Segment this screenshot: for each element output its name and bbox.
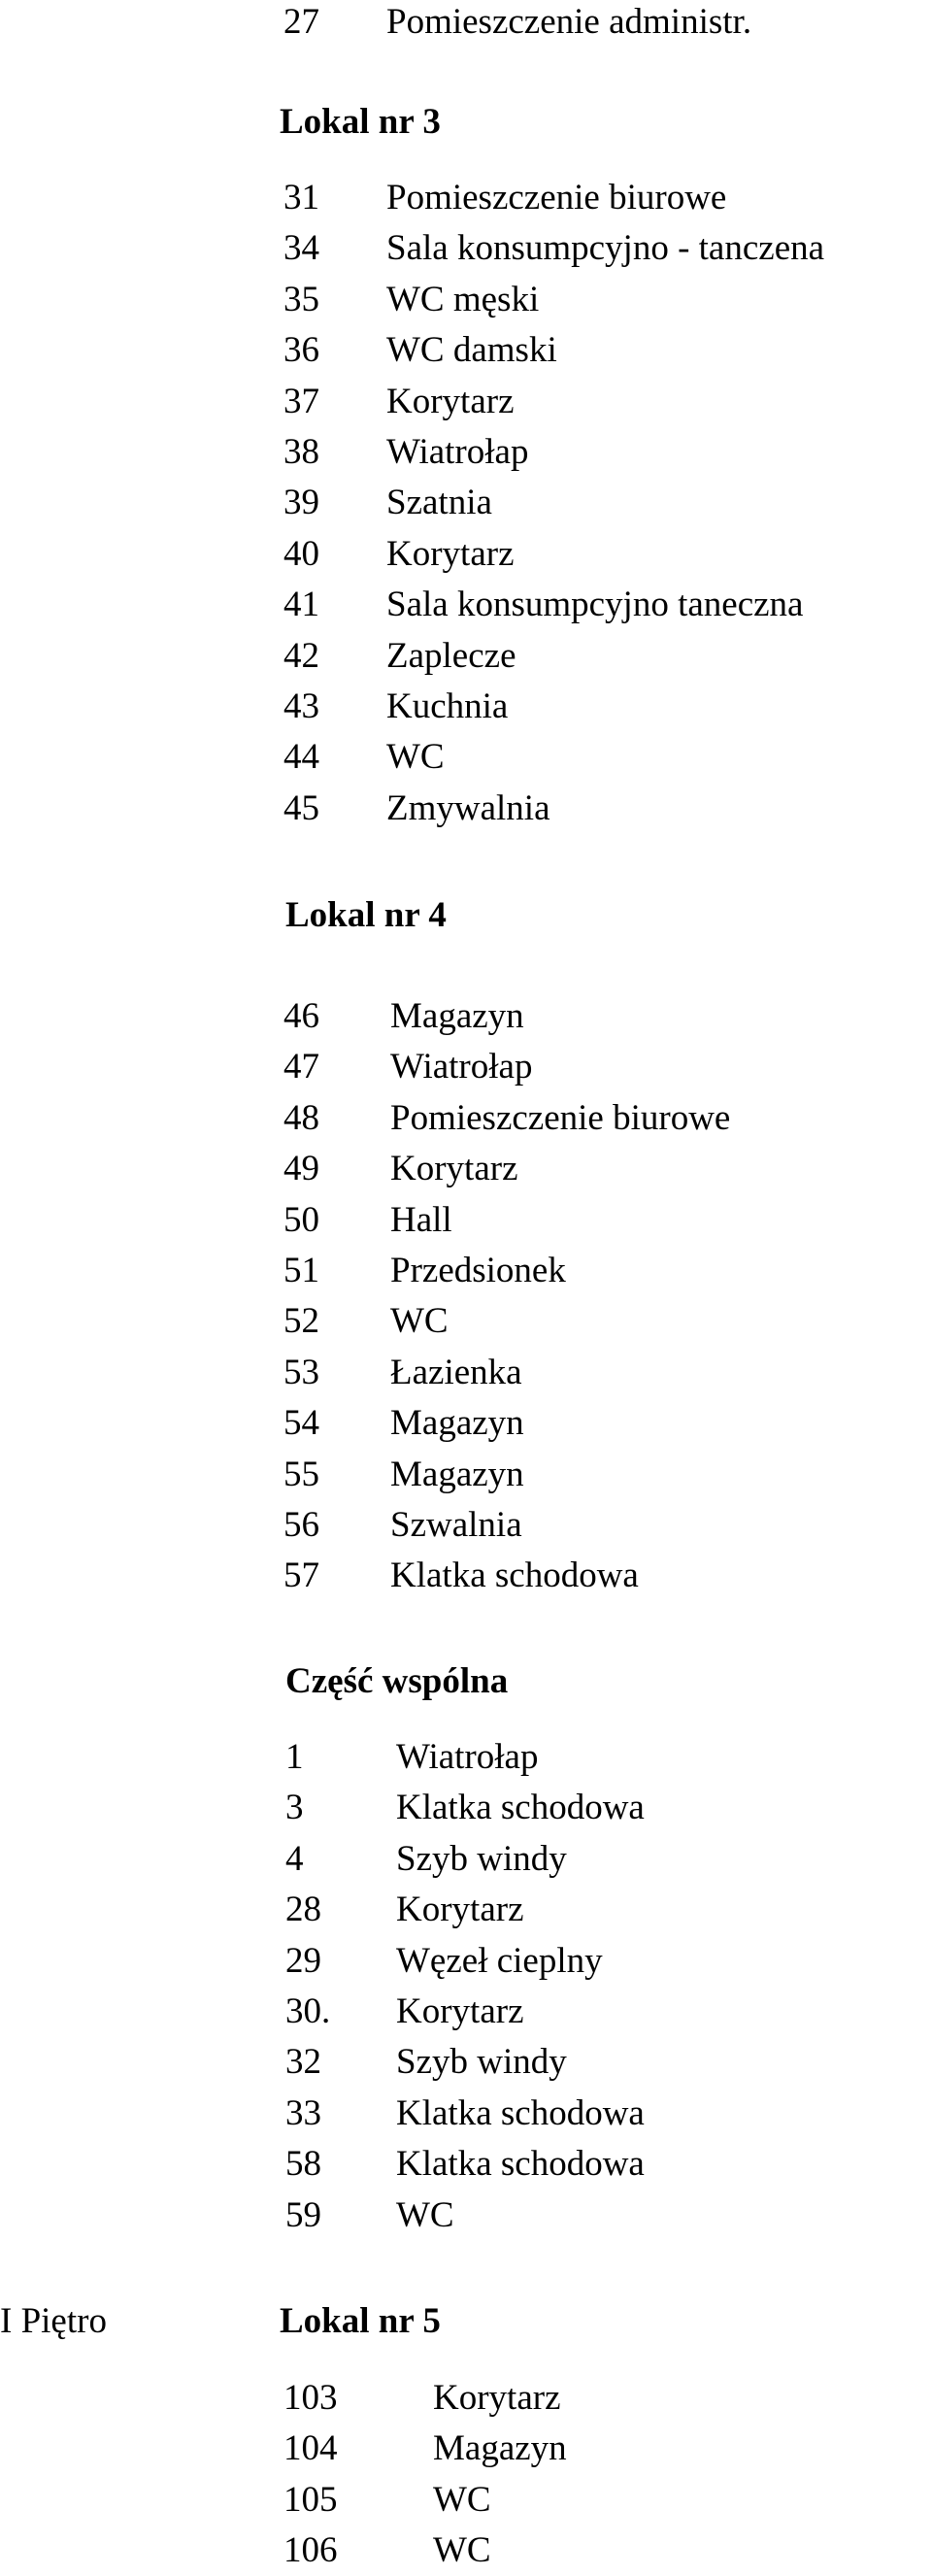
room-name: Magazyn (390, 1403, 524, 1444)
room-row (283, 631, 913, 682)
room-row (283, 478, 913, 528)
room-name: WC (390, 1301, 449, 1342)
room-number: 48 (283, 1097, 319, 1138)
section-heading-lokal-3: Lokal nr 3 (280, 102, 441, 142)
room-number: 37 (283, 381, 319, 421)
room-row (283, 1093, 913, 1144)
room-name: Węzeł cieplny (396, 1940, 603, 1981)
room-number: 59 (285, 2194, 321, 2235)
room-number: 41 (283, 585, 319, 625)
room-number: 49 (283, 1149, 319, 1189)
room-number: 27 (283, 2, 319, 42)
room-name: Korytarz (386, 533, 515, 574)
room-name: WC (396, 2194, 454, 2235)
room-row (283, 1042, 913, 1092)
room-name: Klatka schodowa (396, 1788, 645, 1828)
room-name: WC damski (386, 330, 557, 371)
room-name: Magazyn (433, 2428, 567, 2469)
room-row (283, 1551, 913, 1601)
room-row (285, 2139, 913, 2190)
room-row (285, 1987, 913, 2037)
room-name: Hall (390, 1199, 452, 1240)
room-number: 45 (283, 787, 319, 828)
room-row (283, 173, 913, 223)
room-number: 56 (283, 1505, 319, 1545)
room-row (283, 2424, 913, 2474)
room-name: Łazienka (390, 1352, 522, 1392)
room-row (283, 529, 913, 580)
room-row (285, 1783, 913, 1833)
room-name: WC (386, 737, 445, 778)
room-row (285, 1732, 913, 1783)
room-row (283, 1246, 913, 1296)
room-name: WC męski (386, 279, 540, 319)
room-number: 3 (285, 1788, 304, 1828)
room-row (283, 732, 913, 783)
room-number: 53 (283, 1352, 319, 1392)
room-name: Korytarz (396, 1991, 524, 2031)
room-number: 35 (283, 279, 319, 319)
room-name: Zmywalnia (386, 787, 550, 828)
room-name: Klatka schodowa (390, 1556, 639, 1596)
room-name: Klatka schodowa (396, 2144, 645, 2185)
room-name: Zaplecze (386, 635, 516, 676)
floor-label: I Piętro (0, 2301, 107, 2341)
room-number: 32 (285, 2042, 321, 2083)
room-row (283, 682, 913, 732)
room-number: 44 (283, 737, 319, 778)
room-name: Wiatrołap (396, 1737, 539, 1777)
room-number: 34 (283, 228, 319, 269)
room-name: Szyb windy (396, 1838, 567, 1879)
room-row (283, 580, 913, 630)
room-number: 106 (283, 2530, 338, 2571)
room-name: Wiatrołap (386, 432, 529, 472)
room-name: Przedsionek (390, 1251, 566, 1290)
room-row (283, 427, 913, 478)
room-number: 104 (283, 2428, 338, 2469)
room-number: 55 (283, 1454, 319, 1494)
room-number: 30. (285, 1991, 331, 2031)
room-number: 52 (283, 1301, 319, 1342)
section-heading-czesc-wspolna: Część wspólna (285, 1661, 509, 1701)
room-name: Szwalnia (390, 1505, 522, 1545)
room-number: 58 (285, 2144, 321, 2185)
room-name: WC (433, 2530, 491, 2571)
room-number: 57 (283, 1556, 319, 1596)
room-number: 39 (283, 483, 319, 523)
room-row (283, 991, 913, 1042)
section-heading-lokal-5: Lokal nr 5 (280, 2301, 441, 2341)
room-name: Korytarz (390, 1149, 518, 1189)
room-number: 28 (285, 1890, 321, 1930)
room-number: 46 (283, 996, 319, 1036)
section-heading-lokal-4: Lokal nr 4 (285, 895, 447, 935)
room-number: 33 (285, 2092, 321, 2133)
room-name: Szyb windy (396, 2042, 567, 2083)
room-row (285, 1936, 913, 1987)
room-number: 51 (283, 1251, 319, 1290)
room-number: 47 (283, 1047, 319, 1087)
room-row (283, 1348, 913, 1398)
room-number: 43 (283, 686, 319, 726)
room-name: Pomieszczenie administr. (386, 2, 752, 42)
room-name: Sala konsumpcyjno - tanczena (386, 228, 825, 269)
room-name: Kuchnia (386, 686, 509, 726)
room-row (283, 325, 913, 376)
room-number: 4 (285, 1838, 304, 1879)
room-row (283, 1195, 913, 1246)
room-name: Szatnia (386, 483, 492, 523)
room-row (283, 1296, 913, 1347)
room-row (283, 2373, 913, 2424)
room-name: Magazyn (390, 1454, 524, 1494)
room-number: 38 (283, 432, 319, 472)
room-row (283, 275, 913, 325)
room-row (285, 2191, 913, 2241)
room-name: Korytarz (433, 2378, 561, 2418)
room-name: Sala konsumpcyjno taneczna (386, 585, 804, 625)
room-number: 103 (283, 2378, 338, 2418)
room-row (283, 1500, 913, 1551)
room-row (283, 377, 913, 427)
room-row (285, 2037, 913, 2088)
room-row (285, 2089, 913, 2139)
room-row-27 (283, 0, 885, 48)
room-name: Magazyn (390, 996, 524, 1036)
room-row (285, 1834, 913, 1885)
room-number: 40 (283, 533, 319, 574)
room-name: Pomieszczenie biurowe (386, 178, 727, 217)
room-number: 31 (283, 178, 319, 217)
room-row (285, 1885, 913, 1935)
room-row (283, 2526, 913, 2576)
room-row (283, 1398, 913, 1449)
room-number: 36 (283, 330, 319, 371)
room-name: Korytarz (386, 381, 515, 421)
room-number: 54 (283, 1403, 319, 1444)
room-number: 50 (283, 1199, 319, 1240)
room-number: 105 (283, 2479, 338, 2520)
room-number: 29 (285, 1940, 321, 1981)
room-name: Klatka schodowa (396, 2092, 645, 2133)
room-number: 1 (285, 1737, 304, 1777)
room-name: WC (433, 2479, 491, 2520)
room-name: Pomieszczenie biurowe (390, 1097, 731, 1138)
room-row (283, 223, 913, 274)
room-row (283, 784, 913, 834)
room-row (283, 1144, 913, 1194)
room-name: Wiatrołap (390, 1047, 533, 1087)
room-row (283, 1450, 913, 1500)
room-number: 42 (283, 635, 319, 676)
room-row (283, 2475, 913, 2526)
room-name: Korytarz (396, 1890, 524, 1930)
